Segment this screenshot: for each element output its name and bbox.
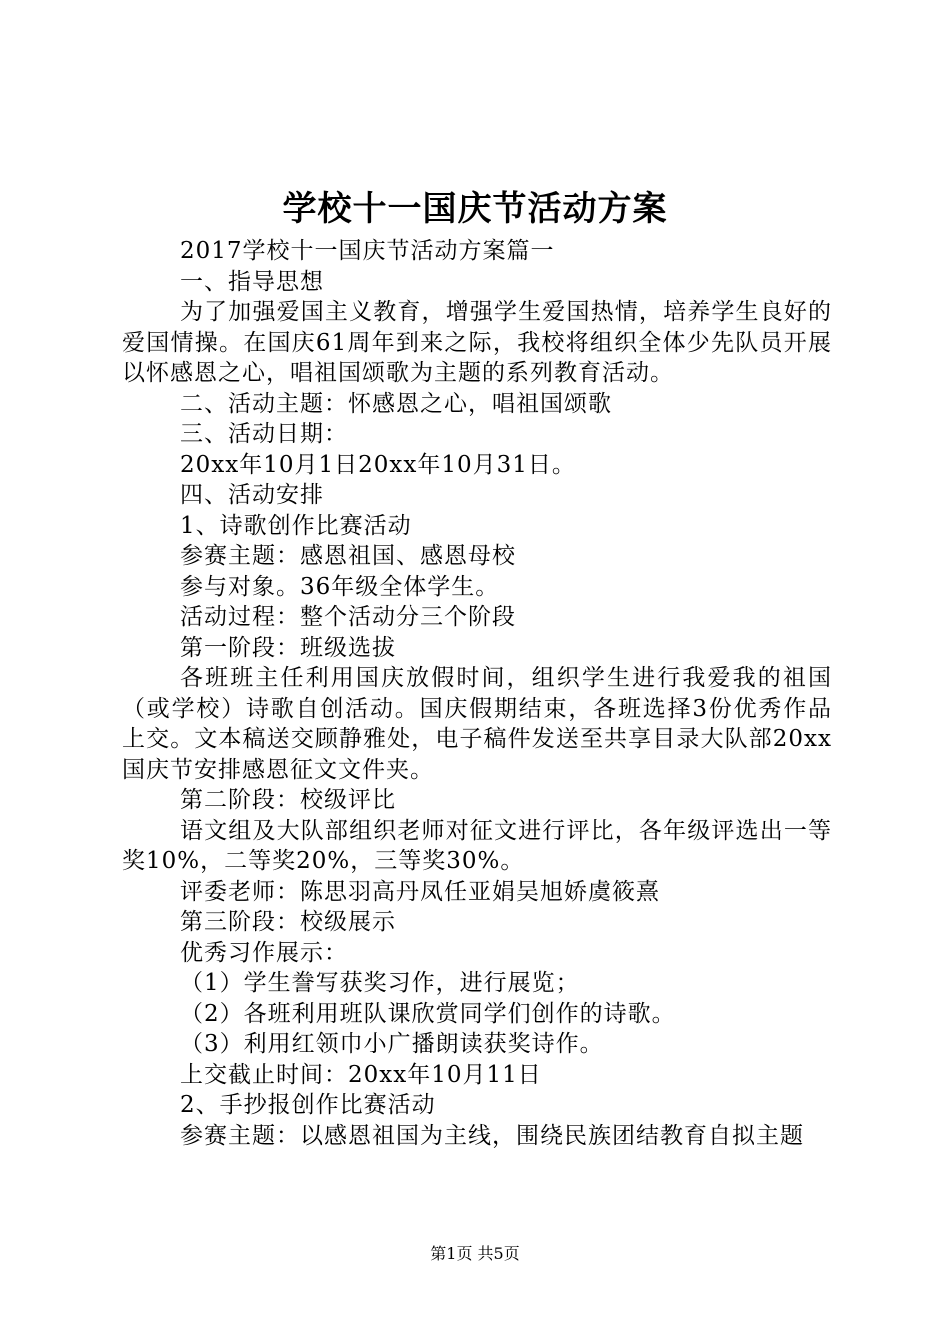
paragraph: 上交截止时间：20xx年10月11日 xyxy=(180,1061,542,1088)
paragraph: （3）利用红领巾小广播朗读获奖诗作。 xyxy=(180,1031,604,1057)
paragraph: 一、指导思想 xyxy=(180,268,324,295)
paragraph: （1）学生誊写获奖习作，进行展览； xyxy=(180,970,580,996)
paragraph: 评委老师：陈思羽高丹凤任亚娟吴旭娇虞筱熹 xyxy=(180,878,660,905)
page-footer: 第1页 共5页 xyxy=(430,1244,520,1263)
paragraph: （2）各班利用班队课欣赏同学们创作的诗歌。 xyxy=(180,1000,676,1027)
document-body xyxy=(122,236,832,1151)
paragraph: 优秀习作展示： xyxy=(180,939,348,966)
paragraph: 1、诗歌创作比赛活动 xyxy=(180,512,412,539)
paragraph: 2017学校十一国庆节活动方案篇一 xyxy=(180,238,555,264)
paragraph: 第三阶段：校级展示 xyxy=(180,909,396,935)
paragraph: 四、活动安排 xyxy=(180,482,324,508)
paragraph: 三、活动日期： xyxy=(180,421,348,447)
paragraph: 20xx年10月1日20xx年10月31日。 xyxy=(180,451,576,478)
paragraph: 第二阶段：校级评比 xyxy=(180,787,396,813)
paragraph: 各班班主任利用国庆放假时间，组织学生进行我爱我的祖国（或学校）诗歌自创活动。国庆假期结束，各班选择3份优秀作品上交。文本稿送交顾静雅处，电子稿件发送至共享目录大队部20xx国庆节安排感恩征文文件夹。 xyxy=(122,665,832,783)
paragraph: 第一阶段：班级选拔 xyxy=(180,634,396,661)
paragraph: 参赛主题：以感恩祖国为主线，围绕民族团结教育自拟主题 xyxy=(180,1122,804,1149)
paragraph: 参赛主题：感恩祖国、感恩母校 xyxy=(180,543,516,569)
paragraph: 语文组及大队部组织老师对征文进行评比，各年级评选出一等奖10%，二等奖20%，三等奖30%。 xyxy=(122,817,832,874)
paragraph: 为了加强爱国主义教育，增强学生爱国热情，培养学生良好的爱国情操。在国庆61周年到来之际，我校将组织全体少先队员开展以怀感恩之心，唱祖国颂歌为主题的系列教育活动。 xyxy=(122,299,832,386)
paragraph: 活动过程：整个活动分三个阶段 xyxy=(180,604,516,630)
paragraph: 参与对象。36年级全体学生。 xyxy=(180,573,500,600)
paragraph: 二、活动主题：怀感恩之心，唱祖国颂歌 xyxy=(180,390,612,417)
document-title: 学校十一国庆节活动方案 xyxy=(282,189,668,229)
paragraph: 2、手抄报创作比赛活动 xyxy=(180,1092,436,1118)
